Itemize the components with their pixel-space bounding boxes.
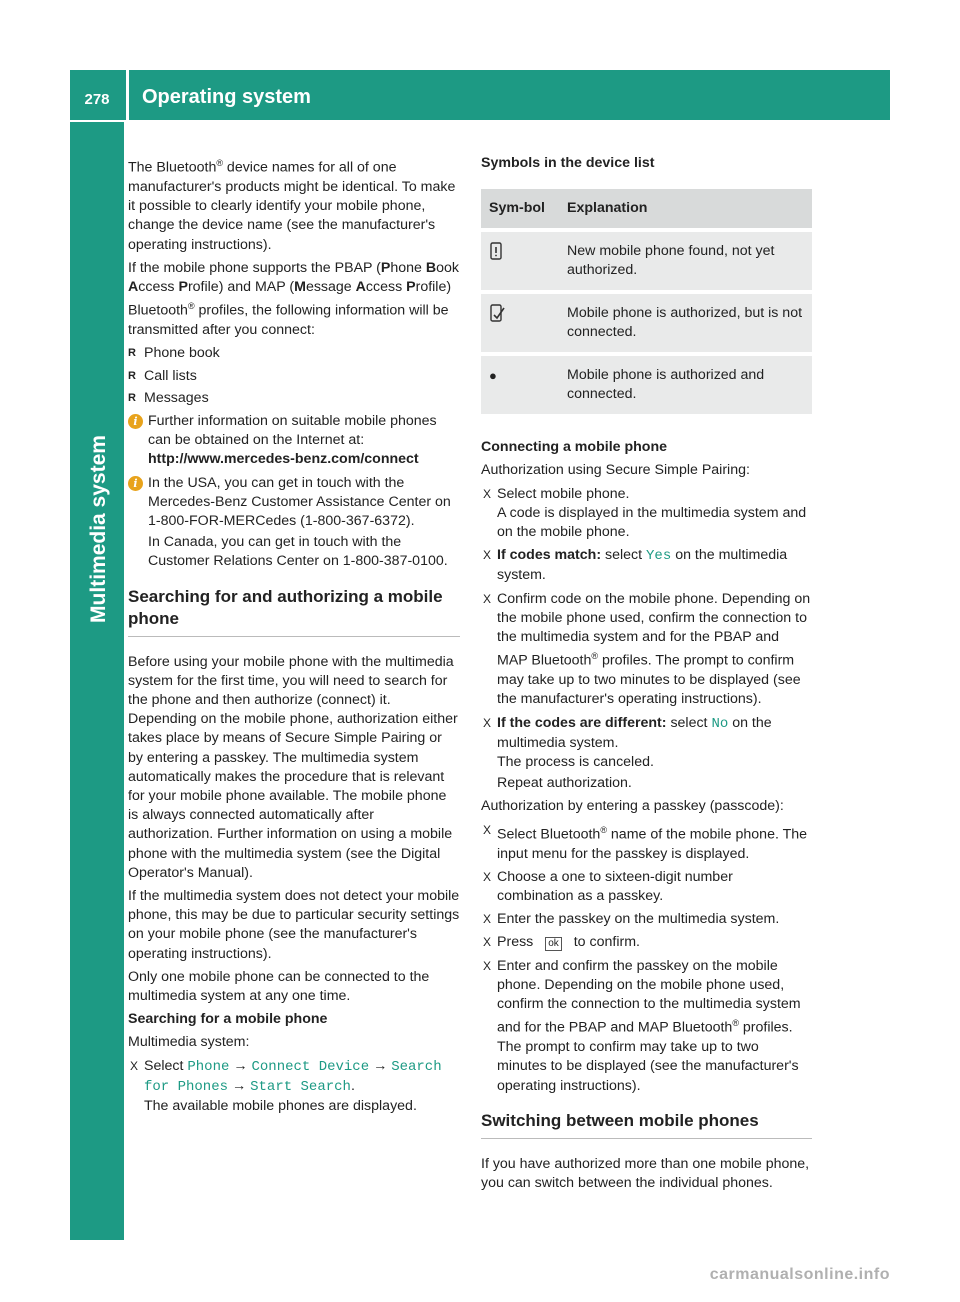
step-arrow-icon: X [483,715,492,730]
bullet-icon: R [128,347,136,360]
col-header-symbol: Sym-bol [481,189,559,230]
step-arrow-icon: X [483,958,492,973]
menu-no[interactable]: No [711,715,729,732]
table-header-row [481,189,812,230]
step-item: X Choose a one to sixteen-digit number combination as a passkey. [483,868,733,904]
url-link[interactable]: http://www.mercedes-benz.com/connect [148,451,419,468]
menu-phone[interactable]: Phone [187,1058,230,1075]
table-row: Mobile phone is authorized, but is not connected. [481,292,812,354]
sidebar-label: Multimedia system [87,435,110,623]
connected-dot-icon: ● [481,354,559,416]
table-title: Symbols in the device list [481,155,655,171]
bullet-icon: R [128,391,136,404]
symbols-table [481,189,812,418]
step-item: X Select Phone → Connect Device → Search for Phones → Start Search. The available mobile phones are displayed. [130,1057,442,1114]
step-item: X Enter the passkey on the multimedia system. [481,910,812,929]
page-title: Operating system [142,86,311,108]
subheading: Searching for a mobile phone [128,1011,328,1028]
menu-yes[interactable]: Yes [646,548,672,565]
right-column [481,154,812,1197]
paragraph-device-names: The Bluetooth® device names for all of one manufacturer's products might be identical. To make it possible to clearly identify your mobile phone, change the device name (see the manufacturer's operating instructions). [128,158,456,253]
step-item: X If the codes are different: select No on the multimedia system. The process is canceled. Repeat authorization. [483,714,772,792]
header-divider [126,70,129,120]
menu-start-search[interactable]: Start Search [250,1078,351,1095]
paragraph: Only one mobile phone can be connected to the multimedia system at any one time. [128,968,430,1004]
step-item: X Confirm code on the mobile phone. Depending on the mobile phone used, confirm the connection to the multimedia system and for the PBAP and MAP Bluetooth® profiles. The prompt to confirm may take up to two minutes to be displayed (see the manufacturer's operating instructions). [483,590,811,708]
step-arrow-icon: X [483,912,492,927]
info-icon: i [128,414,143,429]
list-item: R Phone book [128,344,460,363]
menu-search-for-phones[interactable]: Search for Phones [144,1058,442,1095]
sidebar-label-wrap [84,400,110,660]
col-header-explanation: Explanation [559,189,812,230]
info-note: i In the USA, you can get in touch with the Mercedes-Benz Customer Assistance Center on 1-800-FOR-MERCedes (1-800-367-6372). In Canada, you can get in touch with the Customer Relations Center on 1-800-387-0100. [128,474,460,572]
step-arrow-icon: X [483,869,492,884]
table-row: New mobile phone found, not yet authorized. [481,230,812,292]
menu-connect-device[interactable]: Connect Device [251,1058,370,1075]
step-item: X Press ok to confirm. [481,933,812,952]
step-item: X Select Bluetooth® name of the mobile phone. The input menu for the passkey is displayed. [483,822,808,862]
step-arrow-icon: X [483,822,492,837]
list-item: R Messages [128,389,460,408]
ok-key-icon: ok [545,937,562,951]
bullet-icon: R [128,369,136,382]
step-item: X Select mobile phone. A code is displayed in the multimedia system and on the mobile phone. [483,485,807,541]
step-item: X If codes match: select Yes on the multimedia system. [483,547,788,584]
step-arrow-icon: X [130,1058,139,1073]
step-arrow-icon: X [483,486,492,501]
step-arrow-icon: X [483,548,492,563]
info-icon: i [128,476,143,491]
paragraph: Authorization using Secure Simple Pairing: [481,462,750,479]
paragraph: If you have authorized more than one mobile phone, you can switch between the individual phones. [481,1155,810,1191]
info-note: i Further information on suitable mobile phones can be obtained on the Internet at: http://www.mercedes-benz.com/connect [128,412,460,470]
step-arrow-icon: X [483,591,492,606]
watermark: carmanualsonline.info [709,1266,890,1283]
list-item: R Call lists [128,367,460,386]
paragraph: Authorization by entering a passkey (passcode): [481,798,784,815]
section-heading: Searching for and authorizing a mobile phone [128,586,460,637]
paragraph: Multimedia system: [128,1034,250,1051]
paragraph: If the multimedia system does not detect your mobile phone, this may be due to particular security settings on your mobile phone (see the manufacturer's operating instructions). [128,887,460,962]
left-column [128,154,460,1120]
step-arrow-icon: X [483,935,492,950]
sidebar-tab [70,122,124,1240]
page-number: 278 [84,90,110,108]
subheading: Connecting a mobile phone [481,439,668,456]
step-item: X Enter and confirm the passkey on the mobile phone. Depending on the mobile phone used, confirm the connection to the multimedia system and for the PBAP and MAP Bluetooth® profiles. The prompt to confirm may take up to two minutes to be displayed (see the manufacturer's operating instructions). [483,957,801,1094]
paragraph-pbap: If the mobile phone supports the PBAP (Phone Book Access Profile) and MAP (Message Access Profile) Bluetooth® profiles, the following information will be transmitted after you connect: [128,259,460,339]
phone-new-icon [489,242,503,260]
paragraph: Before using your mobile phone with the multimedia system for the first time, you will need to search for the phone and then authorize (connect) it. Depending on the mobile phone, authorization either takes place by means of Secure Simple Pairing or by entering a passkey. The multimedia system automatically makes the procedure that is relevant for your mobile phone available. The mobile phone is always connected automatically after authorization. Further information on using a mobile phone with the multimedia system (see the Digital Operator's Manual). [128,653,458,881]
table-row: ● Mobile phone is authorized and connected. [481,354,812,416]
phone-authorized-icon [489,304,505,322]
section-heading: Switching between mobile phones [481,1110,812,1139]
